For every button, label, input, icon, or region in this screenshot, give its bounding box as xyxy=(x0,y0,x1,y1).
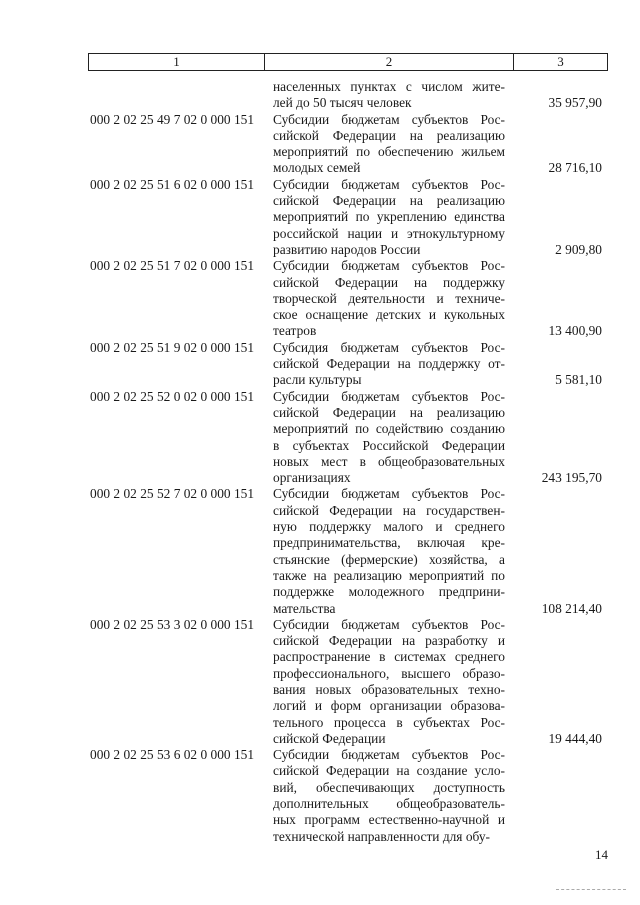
table-row xyxy=(88,617,608,747)
description-line: ную поддержку малого и среднего xyxy=(273,519,505,535)
budget-code: 000 2 02 25 52 7 02 0 000 151 xyxy=(90,486,255,502)
header-col-1: 1 xyxy=(89,54,265,70)
description-line: сийской Федерации на реализацию xyxy=(273,404,505,420)
item-description xyxy=(273,177,505,258)
description-line: поддержке молодежного предприни- xyxy=(273,584,505,600)
description-line: населенных пунктах с числом жите- xyxy=(273,79,505,94)
description-line: в субъектах Российской Федерации xyxy=(273,437,505,453)
amount: 5 581,10 xyxy=(555,372,602,388)
table-header xyxy=(88,53,608,71)
budget-code: 000 2 02 25 52 0 02 0 000 151 xyxy=(90,388,255,404)
amount: 243 195,70 xyxy=(541,470,602,486)
description-line: тельного процесса в субъектах Рос- xyxy=(273,714,505,730)
item-description xyxy=(273,79,505,112)
header-col-2: 2 xyxy=(265,54,514,70)
description-line: организациях xyxy=(273,470,351,486)
description-line: сийской Федерации на разработку и xyxy=(273,633,505,649)
description-line: Субсидии бюджетам субъектов Рос- xyxy=(273,388,505,404)
description-line: вания новых образовательных техно- xyxy=(273,681,505,697)
table-row xyxy=(88,389,608,487)
amount: 2 909,80 xyxy=(555,241,602,257)
description-line: мательства xyxy=(273,600,336,616)
scan-mark xyxy=(556,889,626,893)
description-line: сийской Федерации xyxy=(273,730,386,746)
description-line: логий и форм организации образова- xyxy=(273,698,505,714)
description-line: сийской Федерации на реализацию xyxy=(273,127,505,143)
description-line: сийской Федерации на создание усло- xyxy=(273,763,505,779)
description-line: предпринимательства, включая кре- xyxy=(273,535,505,551)
budget-code: 000 2 02 25 53 3 02 0 000 151 xyxy=(90,616,255,632)
description-line: Субсидия бюджетам субъектов Рос- xyxy=(273,339,505,355)
description-line: стьянские (фермерские) хозяйства, а xyxy=(273,551,505,567)
table-row xyxy=(88,177,608,258)
description-line: также на реализацию мероприятий по xyxy=(273,567,505,583)
description-line: Субсидии бюджетам субъектов Рос- xyxy=(273,258,505,274)
item-description xyxy=(273,486,505,616)
item-description xyxy=(273,617,505,747)
description-line: мероприятий по обеспечению жильем xyxy=(273,144,505,160)
table-body xyxy=(88,79,608,845)
budget-code xyxy=(88,79,273,112)
description-line: сийской Федерации на поддержку xyxy=(273,274,505,290)
table-row xyxy=(88,486,608,616)
description-line: сийской Федерации на реализацию xyxy=(273,193,505,209)
description-line: Субсидии бюджетам субъектов Рос- xyxy=(273,616,505,632)
description-line: дополнительных общеобразователь- xyxy=(273,796,505,812)
table-row xyxy=(88,79,608,112)
budget-code: 000 2 02 25 51 7 02 0 000 151 xyxy=(90,258,255,274)
budget-code: 000 2 02 25 51 9 02 0 000 151 xyxy=(90,339,255,355)
item-description xyxy=(273,389,505,487)
item-description xyxy=(273,258,505,339)
description-line: вий, обеспечивающих доступность xyxy=(273,779,505,795)
table-row xyxy=(88,258,608,339)
budget-code: 000 2 02 25 53 6 02 0 000 151 xyxy=(90,747,255,763)
description-line: лей до 50 тысяч человек xyxy=(273,95,412,111)
description-line: сийской Федерации на поддержку от- xyxy=(273,356,505,372)
description-line: Субсидии бюджетам субъектов Рос- xyxy=(273,111,505,127)
description-line: Субсидии бюджетам субъектов Рос- xyxy=(273,486,505,502)
description-line: профессионального, высшего образо- xyxy=(273,665,505,681)
description-line: технической направленности для обу- xyxy=(273,828,490,844)
description-line: развитию народов России xyxy=(273,241,421,257)
description-line: ных программ естественно-научной и xyxy=(273,812,505,828)
description-line: мероприятий по содействию созданию xyxy=(273,421,505,437)
table-row xyxy=(88,747,608,845)
description-line: российской нации и этнокультурному xyxy=(273,225,505,241)
budget-code: 000 2 02 25 49 7 02 0 000 151 xyxy=(90,111,255,127)
item-description xyxy=(273,747,505,845)
table-row xyxy=(88,340,608,389)
amount: 19 444,40 xyxy=(548,730,602,746)
amount: 35 957,90 xyxy=(548,95,602,111)
description-line: новых мест в общеобразовательных xyxy=(273,453,505,469)
amount: 108 214,40 xyxy=(541,600,602,616)
amount: 13 400,90 xyxy=(548,323,602,339)
description-line: мероприятий по укреплению единства xyxy=(273,209,505,225)
description-line: расли культуры xyxy=(273,372,362,388)
description-line: театров xyxy=(273,323,317,339)
table-row xyxy=(88,112,608,177)
description-line: молодых семей xyxy=(273,160,361,176)
description-line: Субсидии бюджетам субъектов Рос- xyxy=(273,747,505,763)
budget-code: 000 2 02 25 51 6 02 0 000 151 xyxy=(90,176,255,192)
description-line: творческой деятельности и техниче- xyxy=(273,290,505,306)
description-line: сийской Федерации на государствен- xyxy=(273,502,505,518)
description-line: ское оснащение детских и кукольных xyxy=(273,307,505,323)
description-line: распространение в системах среднего xyxy=(273,649,505,665)
header-col-3: 3 xyxy=(557,54,564,69)
item-description xyxy=(273,340,505,389)
page-number: 14 xyxy=(595,847,608,862)
amount: 28 716,10 xyxy=(548,160,602,176)
item-description xyxy=(273,112,505,177)
description-line: Субсидии бюджетам субъектов Рос- xyxy=(273,176,505,192)
